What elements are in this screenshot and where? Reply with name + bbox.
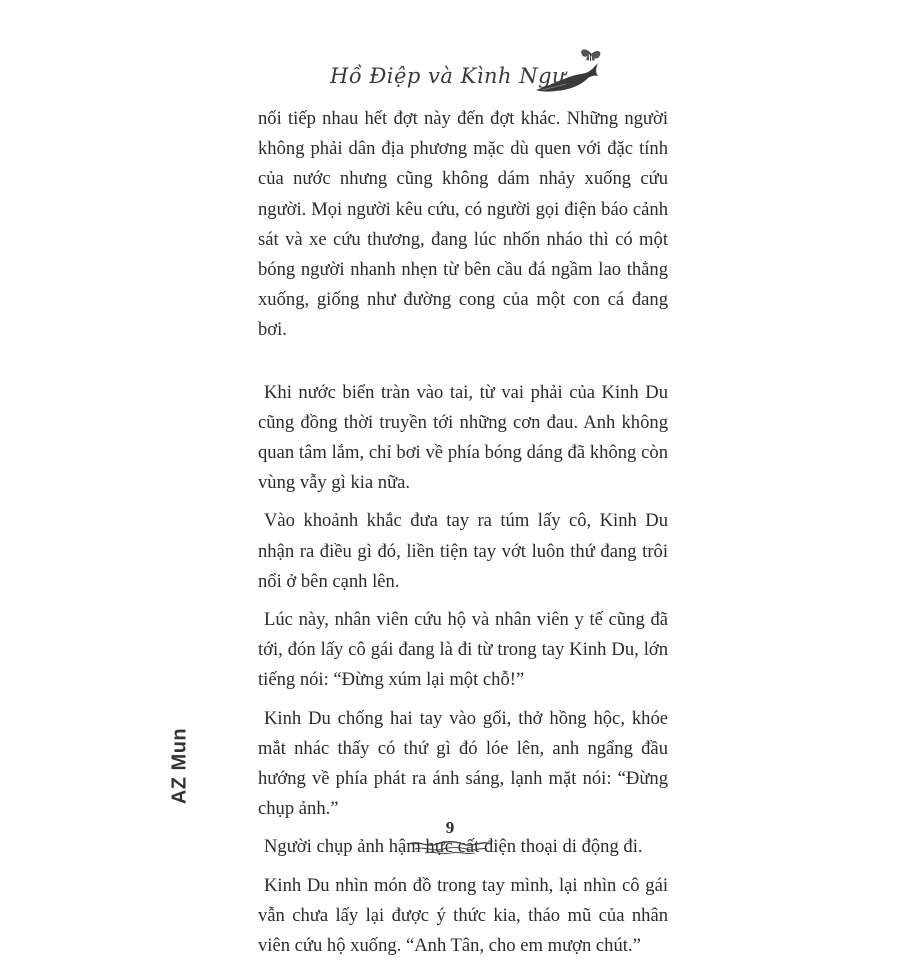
paragraph: Kinh Du chống hai tay vào gối, thở hồng hộc, khóe mắt nhác thấy có thứ gì đó lóe lên, anh ngẩng đầu hướng về phía phát ra ánh sáng, lạnh mặt nói: “Đừng chụp ảnh.” bbox=[258, 707, 668, 820]
page-footer bbox=[405, 818, 495, 858]
paragraph: nối tiếp nhau hết đợt này đến đợt khác. Những người không phải dân địa phương mặc dù quen với đặc tính của nước nhưng cũng không dám nhảy xuống cứu người. Mọi người kêu cứu, có người gọi điện báo cảnh sát và xe cứu thương, đang lúc nhốn nháo thì có một bóng người nhanh nhẹn từ bên cầu đá ngầm lao thẳng xuống, giống như đường cong của một con cá đang bơi. bbox=[258, 108, 668, 341]
page-number: 9 bbox=[445, 818, 455, 837]
paragraph: Lúc này, nhân viên cứu hộ và nhân viên y tế cũng đã tới, đón lấy cô gái đang là đi từ trong tay Kinh Du, lớn tiếng nói: “Đừng xúm lại một chỗ!” bbox=[258, 609, 668, 691]
publisher-logo-text: AZ Mun bbox=[168, 727, 191, 805]
paragraph: Kinh Du nhìn món đồ trong tay mình, lại nhìn cô gái vẫn chưa lấy lại được ý thức kia, tháo mũ của nhân viên cứu hộ xuống. “Anh Tân, cho em mượn chút.” bbox=[258, 874, 668, 957]
butterfly-whale-icon bbox=[532, 46, 612, 102]
paragraph: Khi nước biển tràn vào tai, từ vai phải của Kinh Du cũng đồng thời truyền tới những cơn đau. Anh không quan tâm lắm, chỉ bơi về phía bóng dáng đã không còn vùng vẫy gì kia nữa. bbox=[258, 381, 668, 494]
wave-ornament-icon bbox=[405, 838, 495, 856]
publisher-logo bbox=[168, 727, 192, 805]
running-header bbox=[320, 46, 620, 106]
header-title: Hồ Điệp và Kình Ngư bbox=[330, 64, 567, 88]
paragraph: Vào khoảnh khắc đưa tay ra túm lấy cô, Kinh Du nhận ra điều gì đó, liền tiện tay vớt luôn thứ đang trôi nổi ở bên cạnh lên. bbox=[258, 510, 668, 592]
paragraph: Người chụp ảnh hậm hực cất điện thoại di động đi. bbox=[264, 836, 643, 858]
